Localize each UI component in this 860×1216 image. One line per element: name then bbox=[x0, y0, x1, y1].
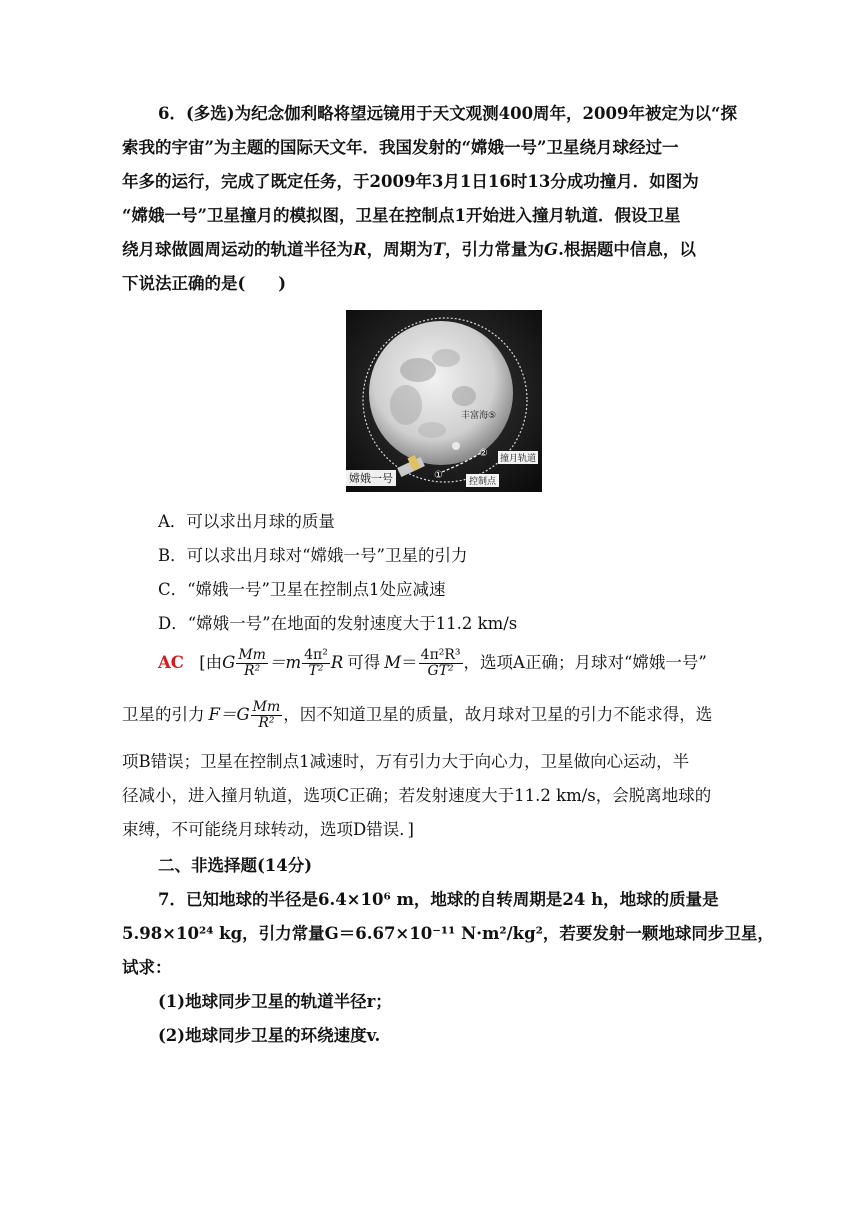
q6-var-g: G bbox=[544, 240, 559, 259]
fraction-mm-r2-2 bbox=[251, 700, 283, 730]
q6-line6: 下说法正确的是( ) bbox=[122, 274, 287, 293]
q6-line5 bbox=[122, 236, 696, 260]
fraction-4pi2r3-gt2 bbox=[419, 648, 463, 678]
frac1-den: R² bbox=[244, 663, 261, 679]
q6-var-t: T bbox=[432, 240, 445, 259]
q6-text5d: .根据题中信息，以 bbox=[558, 240, 696, 259]
section2-title: 二、非选择题(14分) bbox=[158, 856, 313, 875]
marker-1: ① bbox=[434, 470, 443, 481]
solution-text3: 卫星的引力 bbox=[122, 705, 205, 724]
moon-illustration bbox=[346, 310, 542, 492]
frac1-num: Mm bbox=[238, 647, 266, 664]
q6-line1 bbox=[158, 100, 737, 124]
option-b: B．可以求出月球对“嫦娥一号”卫星的引力 bbox=[158, 546, 468, 565]
solution-line5: 束缚，不可能绕月球转动，选项D错误．] bbox=[122, 820, 414, 839]
moon-mare-3 bbox=[390, 385, 422, 425]
solution-text4: ，因不知道卫星的质量，故月球对卫星的引力不能求得，选 bbox=[283, 705, 713, 724]
q7-line2: 5.98×10²⁴ kg，引力常量G＝6.67×10⁻¹¹ N·m²/kg²，若要发射一颗地球同步卫星， bbox=[122, 924, 774, 943]
option-a: A．可以求出月球的质量 bbox=[158, 512, 335, 531]
frac4-den: R² bbox=[258, 715, 275, 731]
eq-g: ＝G bbox=[219, 705, 250, 724]
q6-text5b: ，周期为 bbox=[366, 240, 433, 259]
frac2-num: 4π² bbox=[304, 647, 328, 664]
label-fengfuhai: 丰富海⑤ bbox=[461, 411, 497, 421]
marker-2: ② bbox=[479, 448, 488, 459]
q6-text5c: ，引力常量为 bbox=[445, 240, 544, 259]
moon-mare-5 bbox=[418, 422, 446, 438]
moon-disk bbox=[369, 321, 513, 465]
solution-text1: 可得 bbox=[347, 653, 381, 672]
frac2-den: T² bbox=[308, 663, 324, 679]
q7-sub2: (2)地球同步卫星的环绕速度v. bbox=[158, 1026, 381, 1045]
fraction-4pi2-t2 bbox=[302, 648, 330, 678]
eq-equals: ＝ bbox=[401, 653, 418, 672]
answer-label: AC bbox=[158, 653, 184, 672]
solution-line1 bbox=[158, 648, 707, 679]
frac4-num: Mm bbox=[252, 699, 281, 716]
q6-text1: 为纪念伽利略将望远镜用于天文观测400周年，2009年被定为以“探 bbox=[234, 104, 737, 123]
solution-line2 bbox=[122, 700, 712, 731]
sym-m: M bbox=[384, 653, 402, 672]
moon-impact-figure bbox=[346, 310, 542, 492]
sym-g: G bbox=[222, 653, 236, 672]
moon-mare-4 bbox=[452, 386, 476, 406]
q7-sub1: (1)地球同步卫星的轨道半径r； bbox=[158, 992, 392, 1011]
frac3-den: GT² bbox=[427, 663, 454, 679]
option-d: D．“嫦娥一号”在地面的发射速度大于11.2 km/s bbox=[158, 614, 518, 633]
moon-mare-1 bbox=[400, 358, 436, 382]
fraction-mm-r2 bbox=[236, 648, 268, 678]
q6-line3: 年多的运行，完成了既定任务，于2009年3月1日16时13分成功撞月．如图为 bbox=[122, 172, 699, 191]
q6-line4: “嫦娥一号”卫星撞月的模拟图，卫星在控制点1开始进入撞月轨道．假设卫星 bbox=[122, 206, 681, 225]
q7-line3: 试求： bbox=[122, 958, 172, 977]
frac3-num: 4π²R³ bbox=[420, 647, 461, 664]
solution-bracket: [由 bbox=[199, 653, 223, 672]
q6-tag: (多选) bbox=[185, 104, 235, 123]
solution-line3: 项B错误；卫星在控制点1减速时，万有引力大于向心力，卫星做向心运动，半 bbox=[122, 752, 690, 771]
sym-r: R bbox=[330, 653, 344, 672]
solution-text2: ，选项A正确；月球对“嫦娥一号” bbox=[463, 653, 707, 672]
q6-text5a: 绕月球做圆周运动的轨道半径为 bbox=[122, 240, 353, 259]
label-zhuangyue-guidao: 撞月轨道 bbox=[498, 451, 538, 464]
q6-var-r: R bbox=[353, 240, 367, 259]
crater-tycho bbox=[452, 442, 460, 450]
label-kongzhidian: 控制点 bbox=[466, 474, 499, 487]
solution-line4: 径减小，进入撞月轨道，选项C正确；若发射速度大于11.2 km/s，会脱离地球的 bbox=[122, 786, 712, 805]
sym-f: F bbox=[208, 705, 220, 724]
label-change: 嫦娥一号 bbox=[346, 470, 396, 486]
q6-number: 6． bbox=[158, 104, 186, 123]
option-c: C．“嫦娥一号”卫星在控制点1处应减速 bbox=[158, 580, 446, 599]
eq-m: ＝m bbox=[268, 653, 302, 672]
q7-line1: 7．已知地球的半径是6.4×10⁶ m，地球的自转周期是24 h，地球的质量是 bbox=[158, 890, 719, 909]
moon-mare-2 bbox=[432, 349, 460, 367]
q6-line2: 索我的宇宙”为主题的国际天文年．我国发射的“嫦娥一号”卫星绕月球经过一 bbox=[122, 138, 679, 157]
